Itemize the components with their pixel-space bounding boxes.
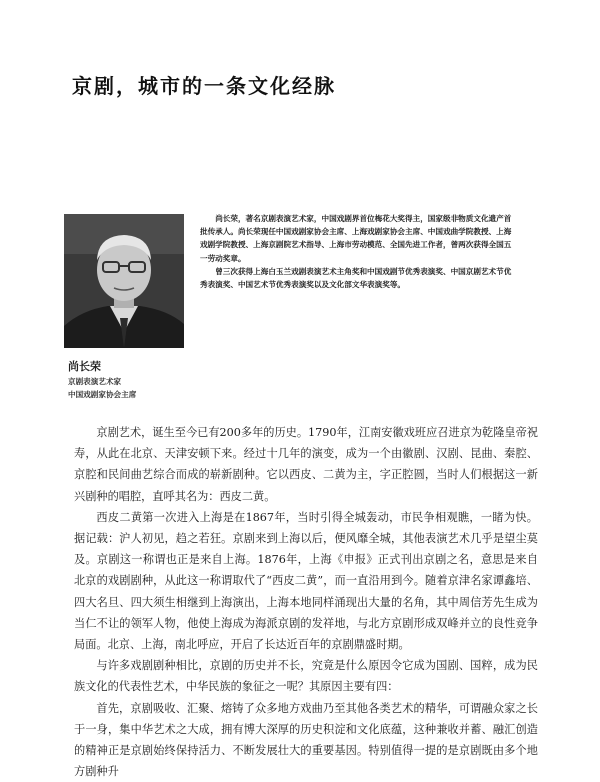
portrait-image	[64, 214, 184, 348]
body-paragraph: 京剧艺术，诞生至今已有200多年的历史。1790年，江南安徽戏班应召进京为乾隆皇帝祝寿，从此在北京、天津安顿下来。经过十几年的演变，成为一个由徽剧、汉剧、昆曲、秦腔、京腔和民间曲艺综合而成的崭新剧种。它以西皮、二黄为主，字正腔圆，当时人们根据这一新兴剧种的唱腔，直呼其名为：西皮二黄。	[74, 426, 538, 503]
caption-name: 尚长荣	[68, 360, 101, 373]
body-paragraph: 与许多戏剧剧种相比，京剧的历史并不长，究竟是什么原因令它成为国剧、国粹，成为民族文化的代表性艺术，中华民族的象征之一呢？其原因主要有四：	[74, 659, 538, 694]
bio-paragraph: 曾三次获得上海白玉兰戏剧表演艺术主角奖和中国戏剧节优秀表演奖、中国京剧艺术节优秀表演奖、中国艺术节优秀表演奖以及文化部文华表演奖等。	[200, 266, 512, 290]
caption-role: 中国戏剧家协会主席	[68, 390, 137, 399]
caption-role: 京剧表演艺术家	[68, 377, 122, 386]
portrait-photo	[64, 214, 184, 348]
article-body	[74, 422, 538, 782]
body-paragraph: 首先，京剧吸收、汇聚、熔铸了众多地方戏曲乃至其他各类艺术的精华，可谓融众家之长于一身，集中华艺术之大成，拥有博大深厚的历史积淀和文化底蕴，这种兼收并蓄、融汇创造的精神正是京剧始终保持活力、不断发展壮大的重要基因。特别值得一提的是京剧既由多个地方剧种升	[74, 701, 538, 779]
bio-text	[200, 212, 518, 291]
bio-paragraph: 尚长荣，著名京剧表演艺术家，中国戏剧界首位梅花大奖得主，国家级非物质文化遗产首批传承人。尚长荣现任中国戏剧家协会主席、上海戏剧家协会主席、中国戏曲学院教授、上海戏剧学院教授、上海京剧院艺术指导、上海市劳动模范、全国先进工作者，曾两次获得全国五一劳动奖章。	[200, 214, 512, 263]
body-paragraph: 西皮二黄第一次进入上海是在1867年，当时引得全城轰动，市民争相观瞧，一睹为快。据记载：沪人初见，趋之若狂。京剧来到上海以后，便风靡全城，其他表演艺术几乎是望尘莫及。京剧这一称谓也正是来自上海。1876年，上海《申报》正式刊出京剧之名，意思是来自北京的戏剧剧种，从此这一称谓取代了“西皮二黄”，而一直沿用到今。随着京津名家谭鑫培、四大名旦、四大须生相继到上海演出，上海本地同样涌现出大量的名角，其中周信芳先生成为当仁不让的领军人物，他使上海成为海派京剧的发祥地，与北方京剧形成双峰并立的良性竞争局面。北京、上海，南北呼应，开启了长达近百年的京剧鼎盛时期。	[74, 510, 538, 652]
article-title: 京剧，城市的一条文化经脉	[72, 74, 336, 98]
